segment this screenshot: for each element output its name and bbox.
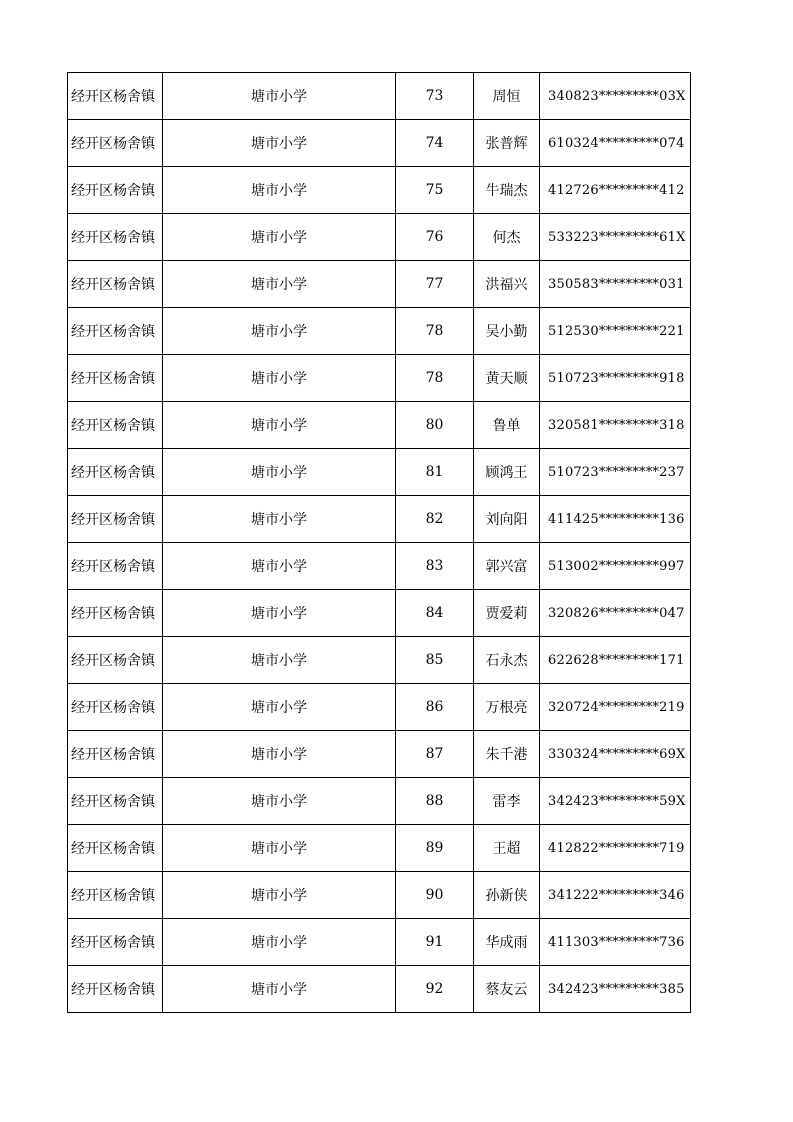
school-cell: 塘市小学 [163, 214, 396, 261]
town-cell: 经开区杨舍镇 [68, 167, 163, 214]
town-cell: 经开区杨舍镇 [68, 214, 163, 261]
table-row [68, 684, 691, 731]
id-number-cell: 512530*********221 [540, 308, 691, 355]
school-cell: 塘市小学 [163, 731, 396, 778]
name-cell: 朱千港 [474, 731, 540, 778]
school-cell: 塘市小学 [163, 872, 396, 919]
school-cell: 塘市小学 [163, 637, 396, 684]
school-cell: 塘市小学 [163, 355, 396, 402]
name-cell: 张普辉 [474, 120, 540, 167]
town-cell: 经开区杨舍镇 [68, 590, 163, 637]
table-row [68, 402, 691, 449]
id-number-cell: 320581*********318 [540, 402, 691, 449]
id-number-cell: 350583*********031 [540, 261, 691, 308]
name-cell: 周恒 [474, 73, 540, 120]
school-cell: 塘市小学 [163, 402, 396, 449]
number-cell: 74 [396, 120, 474, 167]
number-cell: 73 [396, 73, 474, 120]
table-row [68, 919, 691, 966]
table-row [68, 308, 691, 355]
town-cell: 经开区杨舍镇 [68, 731, 163, 778]
table-row [68, 449, 691, 496]
number-cell: 83 [396, 543, 474, 590]
town-cell: 经开区杨舍镇 [68, 637, 163, 684]
id-number-cell: 341222*********346 [540, 872, 691, 919]
number-cell: 80 [396, 402, 474, 449]
number-cell: 88 [396, 778, 474, 825]
roster-table [67, 72, 691, 1013]
id-number-cell: 533223*********61X [540, 214, 691, 261]
town-cell: 经开区杨舍镇 [68, 778, 163, 825]
number-cell: 91 [396, 919, 474, 966]
school-cell: 塘市小学 [163, 919, 396, 966]
school-cell: 塘市小学 [163, 496, 396, 543]
table-row [68, 214, 691, 261]
town-cell: 经开区杨舍镇 [68, 402, 163, 449]
id-number-cell: 411303*********736 [540, 919, 691, 966]
id-number-cell: 412822*********719 [540, 825, 691, 872]
number-cell: 90 [396, 872, 474, 919]
number-cell: 78 [396, 308, 474, 355]
school-cell: 塘市小学 [163, 449, 396, 496]
name-cell: 蔡友云 [474, 966, 540, 1013]
school-cell: 塘市小学 [163, 73, 396, 120]
name-cell: 万根亮 [474, 684, 540, 731]
school-cell: 塘市小学 [163, 261, 396, 308]
school-cell: 塘市小学 [163, 684, 396, 731]
town-cell: 经开区杨舍镇 [68, 261, 163, 308]
town-cell: 经开区杨舍镇 [68, 308, 163, 355]
name-cell: 牛瑞杰 [474, 167, 540, 214]
table-row [68, 261, 691, 308]
table-row [68, 355, 691, 402]
number-cell: 78 [396, 355, 474, 402]
school-cell: 塘市小学 [163, 543, 396, 590]
town-cell: 经开区杨舍镇 [68, 825, 163, 872]
name-cell: 贾爱莉 [474, 590, 540, 637]
school-cell: 塘市小学 [163, 308, 396, 355]
name-cell: 孙新侠 [474, 872, 540, 919]
number-cell: 84 [396, 590, 474, 637]
name-cell: 刘向阳 [474, 496, 540, 543]
number-cell: 85 [396, 637, 474, 684]
school-cell: 塘市小学 [163, 966, 396, 1013]
table-row [68, 872, 691, 919]
roster-body [68, 73, 691, 1013]
number-cell: 76 [396, 214, 474, 261]
school-cell: 塘市小学 [163, 825, 396, 872]
id-number-cell: 342423*********385 [540, 966, 691, 1013]
town-cell: 经开区杨舍镇 [68, 496, 163, 543]
id-number-cell: 513002*********997 [540, 543, 691, 590]
town-cell: 经开区杨舍镇 [68, 543, 163, 590]
town-cell: 经开区杨舍镇 [68, 355, 163, 402]
table-row [68, 731, 691, 778]
name-cell: 何杰 [474, 214, 540, 261]
table-row [68, 167, 691, 214]
id-number-cell: 330324*********69X [540, 731, 691, 778]
town-cell: 经开区杨舍镇 [68, 73, 163, 120]
table-row [68, 966, 691, 1013]
number-cell: 86 [396, 684, 474, 731]
school-cell: 塘市小学 [163, 590, 396, 637]
town-cell: 经开区杨舍镇 [68, 872, 163, 919]
name-cell: 郭兴富 [474, 543, 540, 590]
id-number-cell: 412726*********412 [540, 167, 691, 214]
school-cell: 塘市小学 [163, 167, 396, 214]
table-row [68, 543, 691, 590]
town-cell: 经开区杨舍镇 [68, 966, 163, 1013]
id-number-cell: 622628*********171 [540, 637, 691, 684]
id-number-cell: 510723*********237 [540, 449, 691, 496]
number-cell: 92 [396, 966, 474, 1013]
town-cell: 经开区杨舍镇 [68, 120, 163, 167]
name-cell: 吴小勤 [474, 308, 540, 355]
id-number-cell: 342423*********59X [540, 778, 691, 825]
name-cell: 华成雨 [474, 919, 540, 966]
table-row [68, 120, 691, 167]
table-row [68, 590, 691, 637]
table-row [68, 825, 691, 872]
number-cell: 75 [396, 167, 474, 214]
name-cell: 黄天顺 [474, 355, 540, 402]
id-number-cell: 610324*********074 [540, 120, 691, 167]
school-cell: 塘市小学 [163, 778, 396, 825]
table-row [68, 637, 691, 684]
table-row [68, 778, 691, 825]
id-number-cell: 510723*********918 [540, 355, 691, 402]
number-cell: 81 [396, 449, 474, 496]
number-cell: 82 [396, 496, 474, 543]
table-row [68, 496, 691, 543]
name-cell: 王超 [474, 825, 540, 872]
id-number-cell: 411425*********136 [540, 496, 691, 543]
town-cell: 经开区杨舍镇 [68, 919, 163, 966]
id-number-cell: 320826*********047 [540, 590, 691, 637]
name-cell: 雷李 [474, 778, 540, 825]
town-cell: 经开区杨舍镇 [68, 684, 163, 731]
name-cell: 鲁单 [474, 402, 540, 449]
town-cell: 经开区杨舍镇 [68, 449, 163, 496]
name-cell: 顾鸿王 [474, 449, 540, 496]
number-cell: 87 [396, 731, 474, 778]
name-cell: 石永杰 [474, 637, 540, 684]
number-cell: 89 [396, 825, 474, 872]
name-cell: 洪福兴 [474, 261, 540, 308]
number-cell: 77 [396, 261, 474, 308]
id-number-cell: 340823*********03X [540, 73, 691, 120]
id-number-cell: 320724*********219 [540, 684, 691, 731]
school-cell: 塘市小学 [163, 120, 396, 167]
table-row [68, 73, 691, 120]
